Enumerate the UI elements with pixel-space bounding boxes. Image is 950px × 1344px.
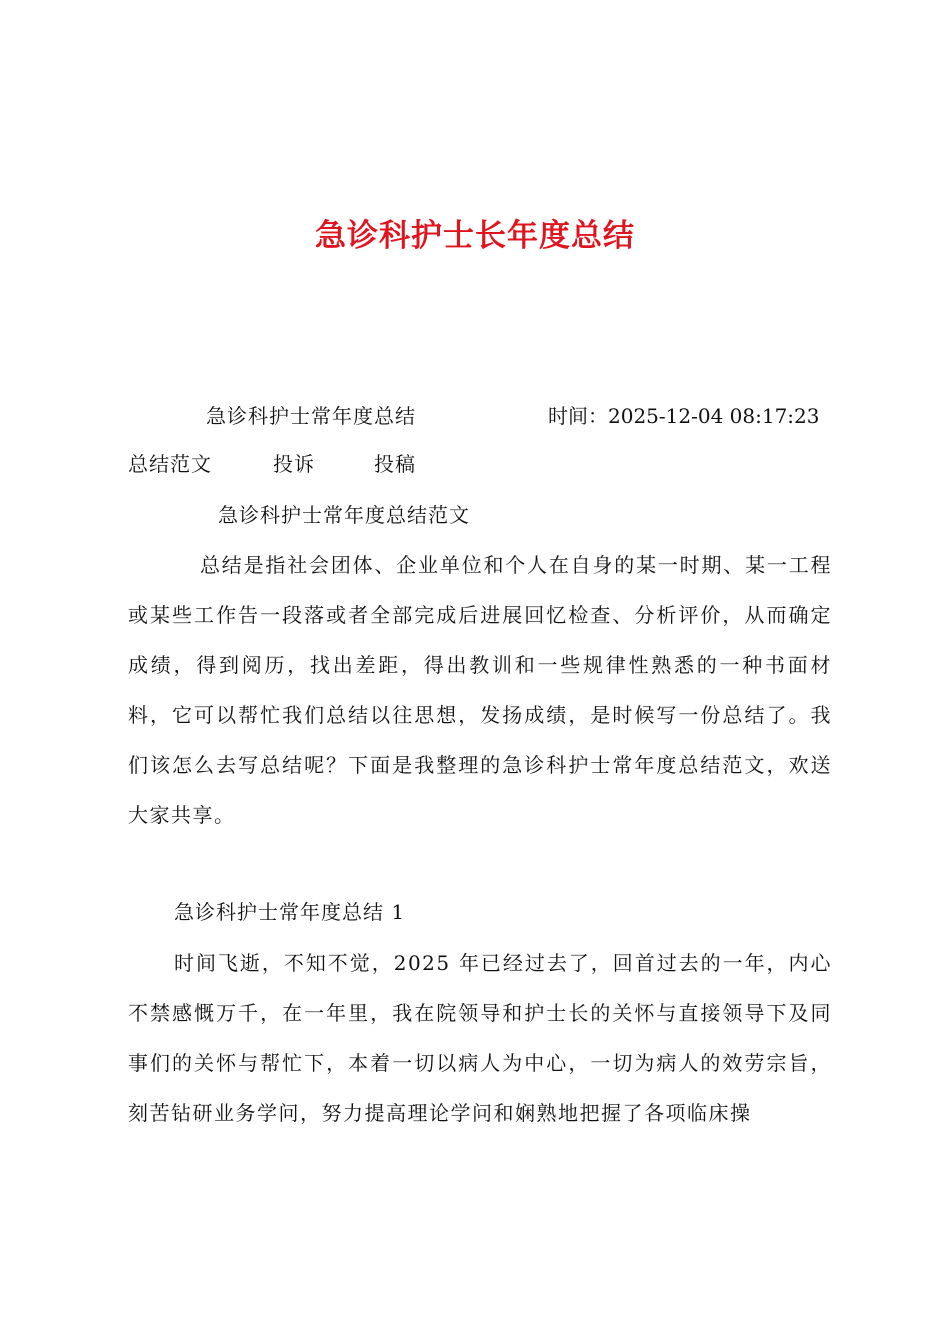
section-paragraph: 时间飞逝，不知不觉，2025 年已经过去了，回首过去的一年，内心不禁感慨万千，在一年里，我在院领导和护士长的关怀与直接领导下及同事们的关怀与帮忙下，本着一切以病人为中心，一切为病人的效劳宗旨，刻苦钻研业务学问，努力提高理论学问和娴熟地把握了各项临床操 <box>128 951 832 1125</box>
intro-paragraph: 总结是指社会团体、企业单位和个人在自身的某一时期、某一工程或某些工作告一段落或者全部完成后进展回忆检查、分析评价，从而确定成绩，得到阅历，找出差距，得出教训和一些规律性熟悉的一种书面材料，它可以帮忙我们总结以往思想，发扬成绩，是时候写一份总结了。我们该怎么去写总结呢？下面是我整理的急诊科护士常年度总结范文，欢送大家共享。 <box>128 553 832 827</box>
category-link[interactable]: 总结范文 <box>128 452 212 476</box>
article-links <box>0 449 950 479</box>
article-name: 急诊科护士常年度总结 <box>206 404 416 428</box>
section-heading: 急诊科护士常年度总结 1 <box>174 900 406 924</box>
document-title: 急诊科护士长年度总结 <box>315 218 635 254</box>
submit-link[interactable]: 投稿 <box>374 452 416 476</box>
document-subtitle: 急诊科护士常年度总结范文 <box>218 503 470 527</box>
complain-link[interactable]: 投诉 <box>273 452 315 476</box>
article-meta <box>0 401 950 431</box>
publish-time: 时间：2025-12-04 08:17:23 <box>548 404 820 428</box>
